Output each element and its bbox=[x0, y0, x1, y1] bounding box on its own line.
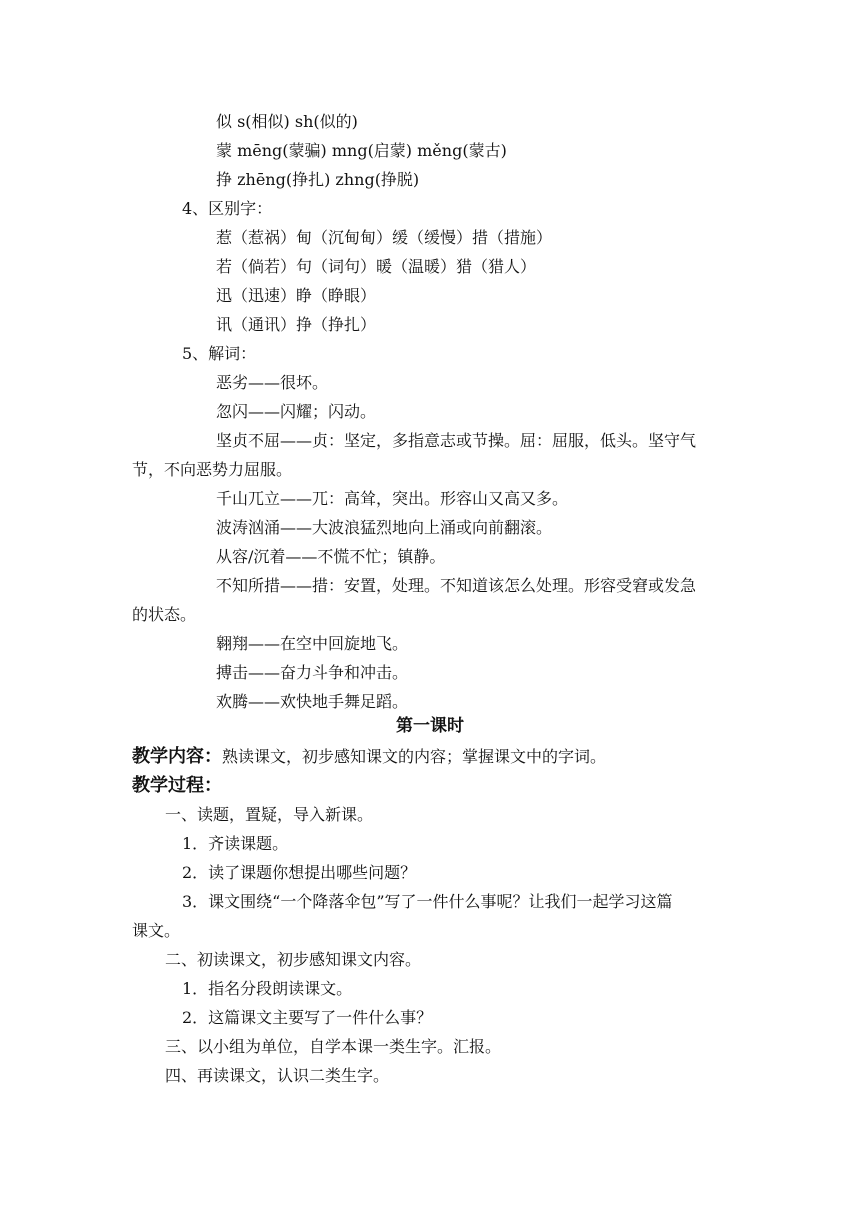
process-step: 二、初读课文，初步感知课文内容。 bbox=[165, 950, 422, 969]
process-step: 三、以小组为单位，自学本课一类生字。汇报。 bbox=[165, 1037, 502, 1056]
word-explanation: 千山兀立——兀：高耸，突出。形容山又高又多。 bbox=[216, 489, 569, 508]
process-step: 四、再读课文，认识二类生字。 bbox=[165, 1066, 390, 1085]
word-explanation: 恶劣——很坏。 bbox=[216, 373, 329, 392]
teaching-process-label: 教学过程： bbox=[132, 775, 222, 796]
word-explanation: 欢腾——欢快地手舞足蹈。 bbox=[216, 692, 409, 711]
process-substep: 3．课文围绕“一个降落伞包”写了一件什么事呢？让我们一起学习这篇 bbox=[182, 892, 673, 911]
pinyin-line-zheng: 挣 zhēng(挣扎) zhng(挣脱) bbox=[216, 170, 420, 189]
process-substep: 1．指名分段朗读课文。 bbox=[182, 979, 353, 998]
process-substep: 1．齐读课题。 bbox=[182, 834, 289, 853]
distinguish-row: 惹（惹祸）甸（沉甸甸）缓（缓慢）措（措施） bbox=[216, 228, 553, 247]
word-explanation: 波涛汹涌——大波浪猛烈地向上涌或向前翻滚。 bbox=[216, 518, 553, 537]
teaching-content-line bbox=[132, 747, 606, 767]
process-substep: 2．读了课题你想提出哪些问题？ bbox=[182, 863, 417, 882]
process-substep-continued: 课文。 bbox=[132, 921, 181, 940]
distinguish-row: 讯（通讯）挣（挣扎） bbox=[216, 315, 377, 334]
lesson-title: 第一课时 bbox=[396, 716, 464, 736]
word-explanation-continued: 的状态。 bbox=[132, 605, 197, 624]
word-explanation: 从容/沉着——不慌不忙；镇静。 bbox=[216, 547, 446, 566]
process-step: 一、读题，置疑，导入新课。 bbox=[165, 805, 374, 824]
process-substep: 2．这篇课文主要写了一件什么事？ bbox=[182, 1008, 433, 1027]
word-explanation-continued: 节，不向恶势力屈服。 bbox=[132, 460, 293, 479]
distinguish-row: 迅（迅速）睁（睁眼） bbox=[216, 286, 377, 305]
word-explanation: 搏击——奋力斗争和冲击。 bbox=[216, 663, 409, 682]
teaching-content-text: 熟读课文，初步感知课文的内容；掌握课文中的字词。 bbox=[222, 747, 607, 766]
section-heading-distinguish: 4、区别字： bbox=[182, 199, 273, 218]
word-explanation: 忽闪——闪耀；闪动。 bbox=[216, 402, 377, 421]
section-heading-explain: 5、解词： bbox=[182, 344, 257, 363]
word-explanation: 坚贞不屈——贞：坚定，多指意志或节操。屈：屈服，低头。坚守气 bbox=[216, 431, 697, 450]
teaching-content-label: 教学内容： bbox=[132, 746, 222, 767]
distinguish-row: 若（倘若）句（词句）暖（温暖）猎（猎人） bbox=[216, 257, 537, 276]
pinyin-line-si: 似 s(相似) sh(似的) bbox=[216, 112, 358, 131]
pinyin-line-meng: 蒙 mēng(蒙骗) mng(启蒙) měng(蒙古) bbox=[216, 141, 507, 160]
word-explanation: 不知所措——措：安置，处理。不知道该怎么处理。形容受窘或发急 bbox=[216, 576, 697, 595]
word-explanation: 翱翔——在空中回旋地飞。 bbox=[216, 634, 409, 653]
